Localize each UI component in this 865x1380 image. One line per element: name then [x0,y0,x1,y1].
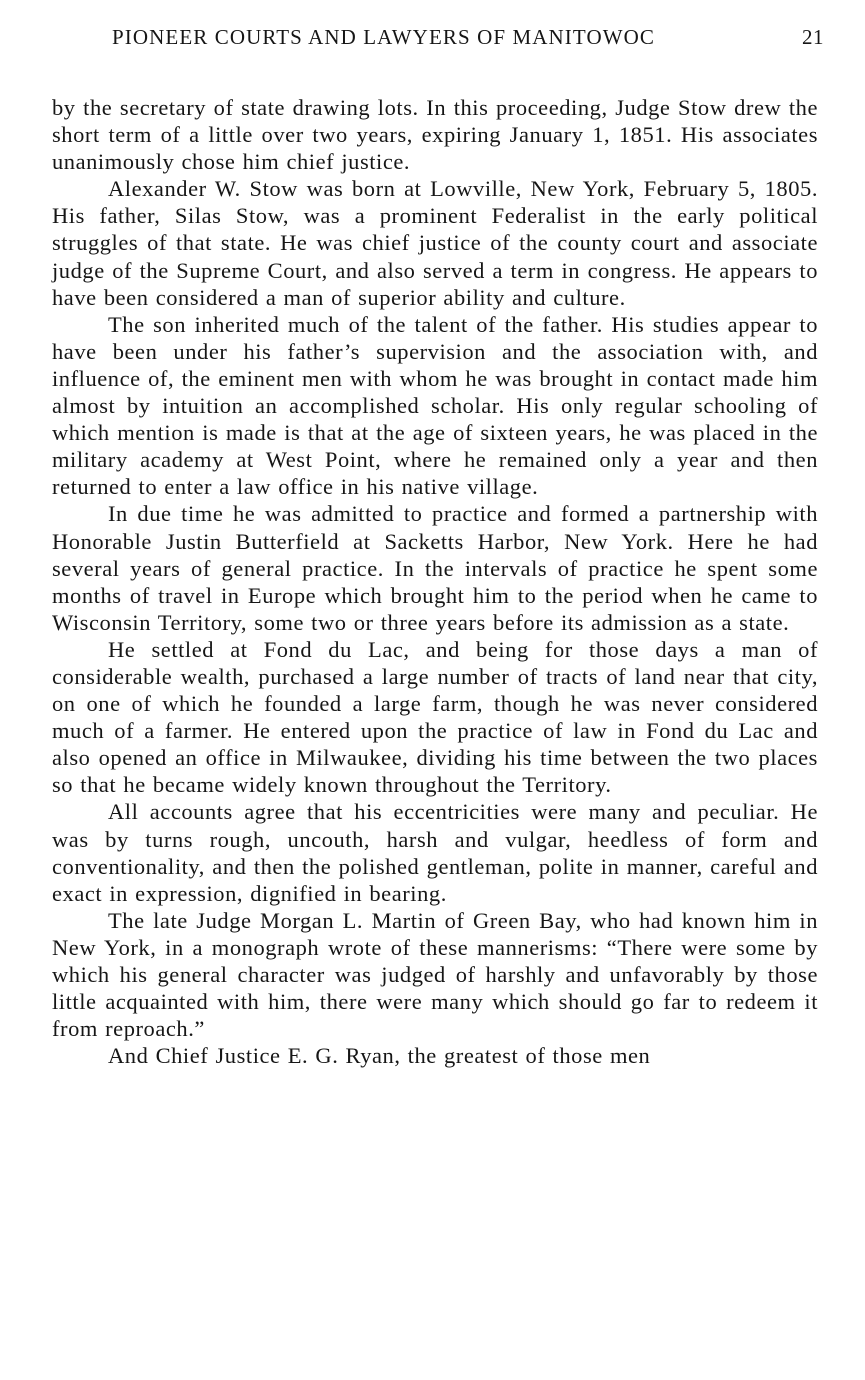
paragraph-stow-birth: Alexander W. Stow was born at Lowville, New York, February 5, 1805. His father, Silas Stow, was a prominent Federalist in the early political struggles of that state. He was chief justice of the county court and associate judge of the Supreme Court, and also served a term in congress. He appears to have been considered a man of superior ability and culture. [52,176,818,310]
paragraph-eccentricities: All accounts agree that his eccentricities were many and peculiar. He was by turns rough, uncouth, harsh and vulgar, heedless of form and conventionality, and then the polished gentleman, polite in manner, careful and exact in expression, dignified in bearing. [52,799,818,906]
running-header [112,22,824,52]
paragraph-continued: by the secretary of state drawing lots. In this proceeding, Judge Stow drew the short term of a little over two years, expiring January 1, 1851. His associates unanimously chose him chief justice. [52,95,818,175]
paragraph-fond-du-lac: He settled at Fond du Lac, and being for those days a man of considerable wealth, purchased a large number of tracts of land near that city, on one of which he founded a large farm, though he was never considered much of a farmer. He entered upon the practice of law in Fond du Lac and also opened an office in Milwaukee, dividing his time between the two places so that he became widely known throughout the Territory. [52,636,818,798]
paragraph-partnership: In due time he was admitted to practice and formed a partnership with Honorable Justin Butterfield at Sacketts Harbor, New York. Here he had several years of general practice. In the intervals of practice he spent some months of travel in Europe which brought him to the period when he came to Wisconsin Territory, some two or three years before its admission as a state. [52,501,818,635]
paragraph-son-education: The son inherited much of the talent of the father. His studies appear to have been under his father’s supervision and the association with, and influence of, the eminent men with whom he was brought in contact made him almost by intuition an accomplished scholar. His only regular schooling of which mention is made is that at the age of sixteen years, he was placed in the military academy at West Point, where he remained only a year and then returned to enter a law office in his native village. [52,311,818,500]
page-number: 21 [802,25,824,49]
paragraph-martin-quote: The late Judge Morgan L. Martin of Green Bay, who had known him in New York, in a monograph wrote of these mannerisms: “There were some by which his general character was judged of harshly and unfavorably by those little acquainted with him, there were many which should go far to redeem it from reproach.” [52,907,818,1042]
body-text [52,94,818,1069]
paragraph-ryan: And Chief Justice E. G. Ryan, the greatest of those men [108,1043,651,1069]
running-title: PIONEER COURTS AND LAWYERS OF MANITOWOC [112,25,656,49]
